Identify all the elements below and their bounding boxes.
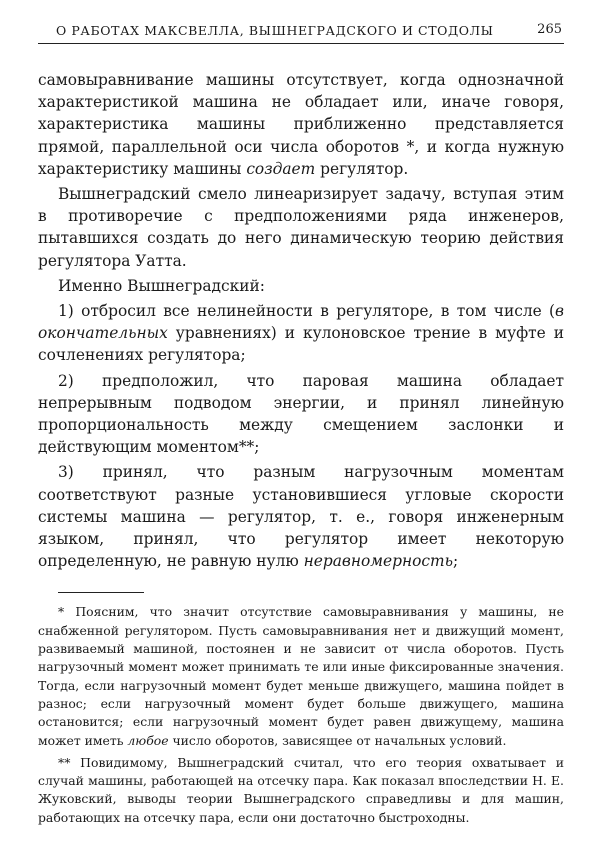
footnote-text: число оборотов, зависящее от начальных условий. [168,732,507,748]
page-number: 265 [537,22,562,37]
emphasis-text: неравномерность [303,552,454,571]
paragraph-text: самовыравнивание машины отсутствует, когда однозначной характеристикой машина не обладает или, иначе говоря, характеристика машины приближенно представляется прямой, параллельной оси числа оборотов *, и когда нужную характеристику машины [38,71,564,178]
paragraph-text: регулятор. [315,159,409,178]
emphasis-text: создает [246,159,316,178]
main-text [38,69,564,572]
list-item-1 [38,300,564,367]
paragraph: Вышнеградский смело линеаризирует задачу, вступая этим в противоречие с предположениями ряда инженеров, пытавшихся создать до него динамическую теорию действия регулятора Уатта. [38,185,564,270]
footnotes [38,603,564,827]
list-item-3 [38,461,564,572]
paragraph-continued [38,69,564,180]
list-item-2: 2) предположил, что паровая машина обладает непрерывным подводом энергии, и принял линейную пропорциональность между смещением заслонки и действующим моментом**; [38,371,564,457]
footnote-2: ** Повидимому, Вышнеградский считал, что его теория охватывает и случай машины, работающей на отсечку пара. Как показал впоследствии Н. Е. Жуковский, выводы теории Вышнеградского справедливы и для машин, работающих на отсечку пара, если они достаточно быстроходны. [38,754,564,825]
running-header [38,20,564,44]
paragraph: Именно Вышнеградский: [58,276,265,295]
paragraph-text: ; [453,552,459,571]
paragraph-text: 1) отбросил все нелинейности в регуляторе, в том числе ( [58,302,556,321]
footnote-text: * Поясним, что значит отсутствие самовыравнивания у машины, не снабженной регулятором. Пусть самовыравнивания нет и движущий момент, развиваемый машиной, постоянен и не зависит от числа оборотов. Пусть нагрузочный момент может принимать те или иные фиксированные значения. Тогда, если нагрузочный момент будет меньше движущего, машина пойдет в разнос; если нагрузочный момент будет больше движущего, машина остановится; если нагрузочный момент будет равен движущему, машина может иметь [38,604,564,748]
book-page [38,20,564,831]
footnote-1 [38,603,564,749]
footnote-divider [58,592,144,593]
paragraph-text: 3) принял, что разным нагрузочным моментам соответствуют разные установившиеся угловые скорости системы машина — регулятор, т. е., говоря инженерным языком, принял, что регулятор имеет некоторую определенную, не равную нулю [38,463,564,571]
running-title: О РАБОТАХ МАКСВЕЛЛА, ВЫШНЕГРАДСКОГО И СТОДОЛЫ [56,23,494,38]
paragraph-text: уравнениях) и кулоновское трение в муфте и сочленениях регулятора; [38,324,564,365]
emphasis-text: в окончательных [38,302,564,343]
emphasis-text: любое [127,732,169,748]
